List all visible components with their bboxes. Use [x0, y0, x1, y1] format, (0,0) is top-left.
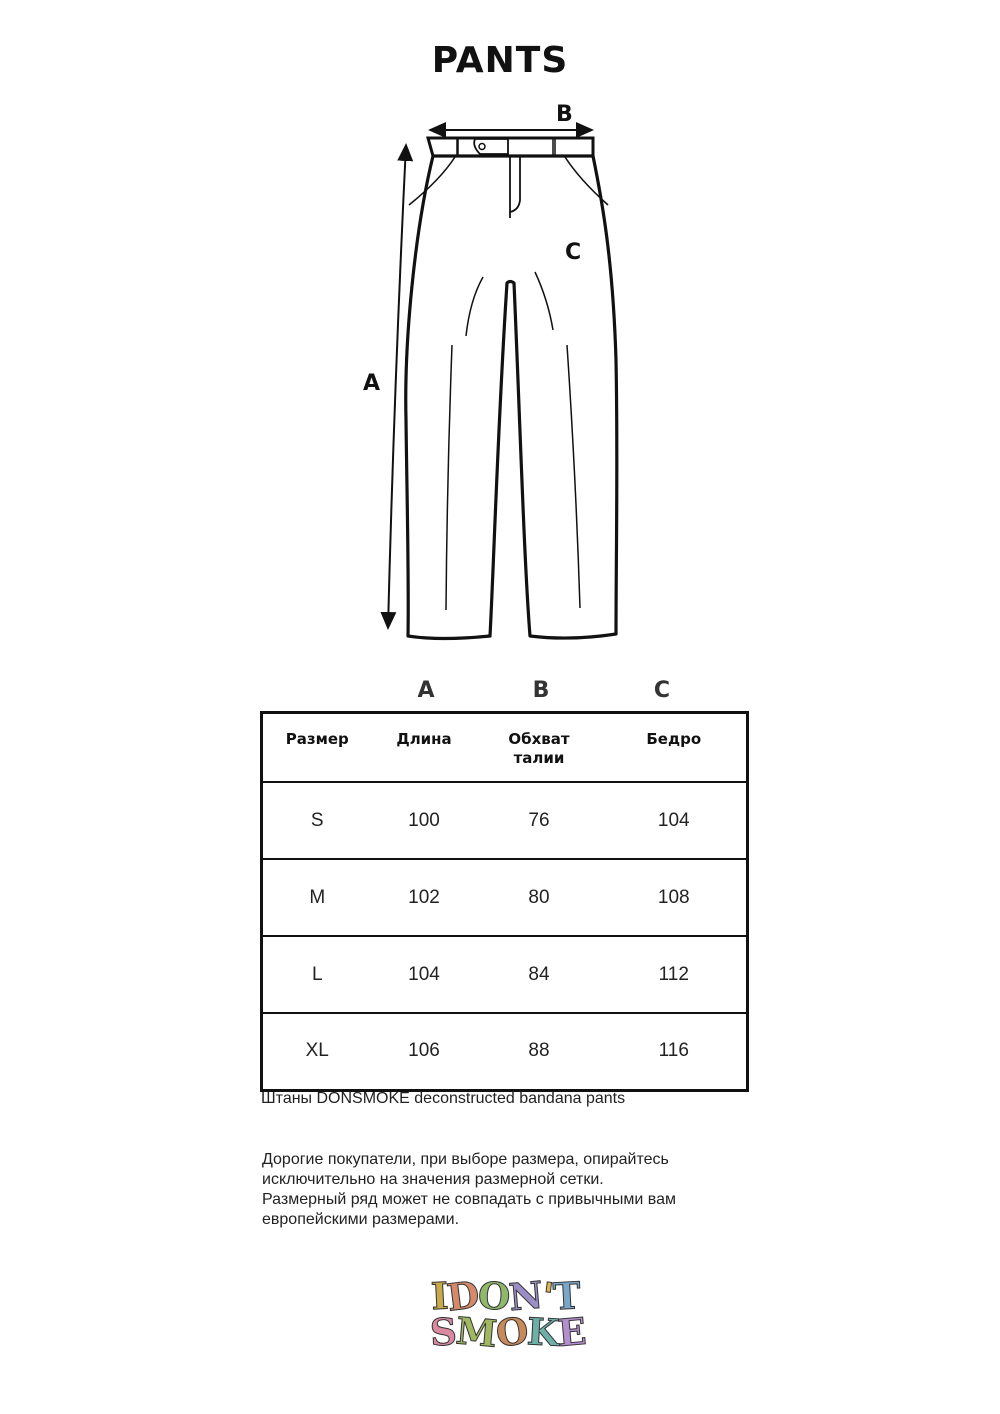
logo-line-2	[428, 1308, 588, 1356]
cell-length: 102	[372, 859, 477, 936]
cell-waist: 80	[477, 859, 602, 936]
size-table	[260, 711, 749, 1092]
length-arrow	[388, 145, 406, 628]
table-row	[262, 859, 748, 936]
cell-waist: 88	[477, 1013, 602, 1090]
logo-letter: E	[556, 1308, 588, 1356]
header-size: Размер	[285, 730, 349, 748]
brand-logo	[428, 1272, 588, 1356]
header-waist: Обхват талии	[508, 730, 570, 767]
product-caption: Штаны DONSMOKE deconstructed bandana pants	[261, 1090, 626, 1107]
table-row	[262, 1013, 748, 1090]
cell-length: 100	[372, 782, 477, 859]
cell-size: S	[262, 782, 372, 859]
note-line: исключительно на значения размерной сетки.	[262, 1171, 604, 1188]
label-a: A	[363, 371, 381, 396]
page-title: PANTS	[431, 40, 569, 81]
note-line: Дорогие покупатели, при выборе размера, опирайтесь	[262, 1151, 669, 1168]
header-length: Длина	[396, 730, 452, 748]
logo-letter: I	[429, 1273, 449, 1319]
note-line: Размерный ряд может не совпадать с привычными вам	[262, 1191, 676, 1208]
logo-letter: O	[477, 1273, 511, 1319]
cell-size: L	[262, 936, 372, 1013]
table-header-row	[262, 713, 748, 783]
cell-hip: 116	[602, 1013, 748, 1090]
pants-diagram	[0, 0, 1000, 700]
size-note	[262, 1150, 762, 1230]
pants-outline	[406, 156, 617, 639]
cell-waist: 76	[477, 782, 602, 859]
logo-letter: K	[525, 1309, 560, 1355]
logo-letter: '	[539, 1273, 556, 1319]
cell-waist: 84	[477, 936, 602, 1013]
logo-letter: T	[551, 1273, 581, 1319]
column-letter-b: B	[532, 678, 550, 703]
note-line: европейскими размерами.	[262, 1211, 460, 1228]
header-hip: Бедро	[646, 730, 702, 748]
waistband	[428, 138, 593, 156]
table-row	[262, 936, 748, 1013]
column-letter-c: C	[653, 678, 671, 703]
cell-length: 104	[372, 936, 477, 1013]
cell-size: XL	[262, 1013, 372, 1090]
cell-hip: 108	[602, 859, 748, 936]
cell-size: M	[262, 859, 372, 936]
logo-letter: M	[453, 1308, 498, 1356]
label-c: C	[565, 240, 582, 265]
cell-hip: 104	[602, 782, 748, 859]
logo-letter: D	[444, 1272, 481, 1320]
cell-length: 106	[372, 1013, 477, 1090]
logo-letter: O	[493, 1308, 530, 1356]
logo-letter: S	[428, 1309, 457, 1355]
table-row	[262, 782, 748, 859]
column-letter-a: A	[417, 678, 435, 703]
cell-hip: 112	[602, 936, 748, 1013]
logo-letter: N	[507, 1272, 545, 1320]
label-b: B	[556, 102, 573, 127]
